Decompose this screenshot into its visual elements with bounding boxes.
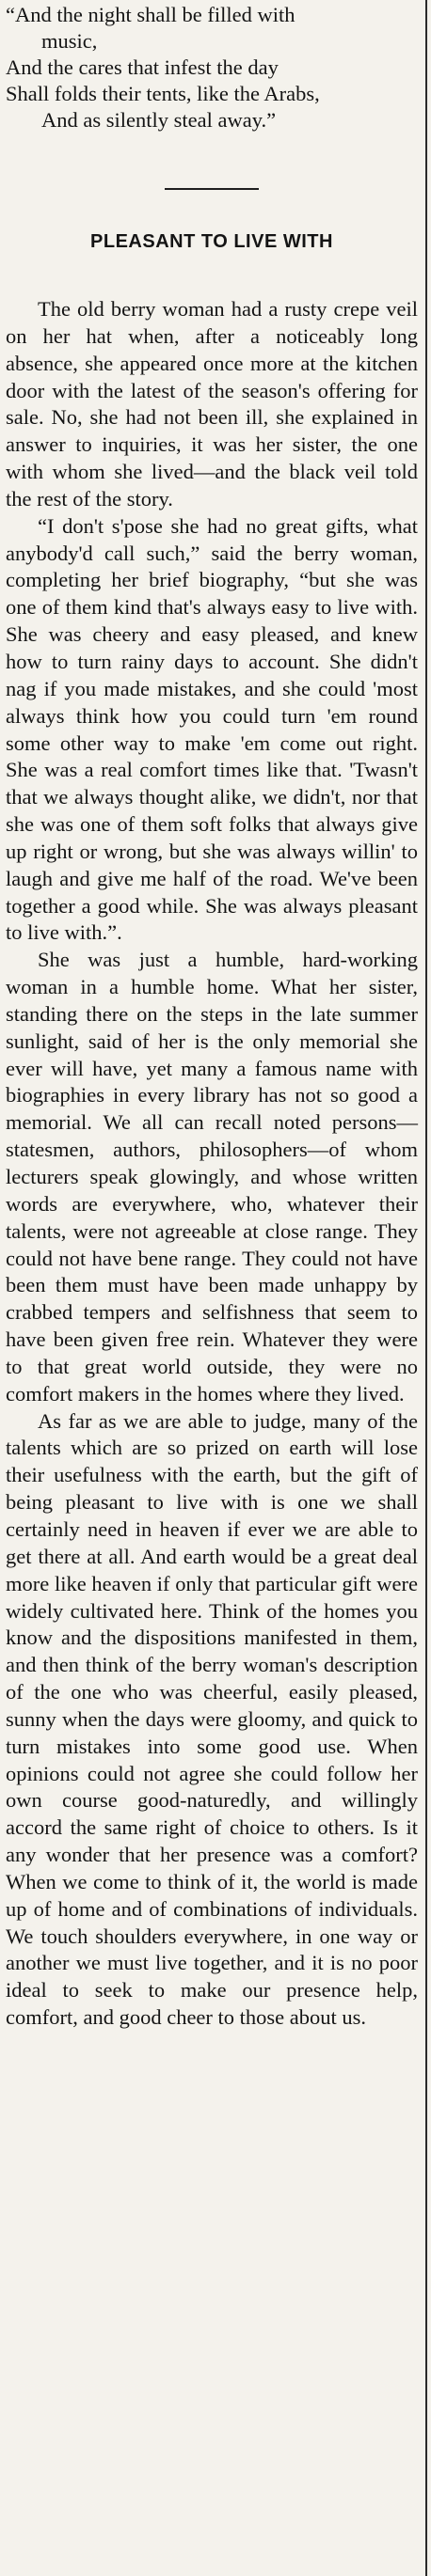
article-body — [6, 296, 418, 2032]
section-divider — [165, 188, 259, 190]
poem-line: Shall folds their tents, like the Arabs, — [6, 82, 320, 105]
article-headline: PLEASANT TO LIVE WITH — [90, 231, 333, 252]
poem-line: And as silently steal away.” — [41, 108, 277, 132]
article-paragraph: She was just a humble, hard-working woman in a humble home. What her sister, standing there on the steps in the late summer sunlight, said of her is the only memorial she ever will have, yet many a famous name with biographies in every library has not so good a memorial. We all can recall noted persons—statesmen, authors, philosophers—of whom lecturers speak glowingly, and whose written words are everywhere, who, whatever their talents, were not agreeable at close range. They could not have bene range. They could not have been them must have been made unhappy by crabbed tempers and selfishness that seem to have been given free rein. Whatever they were to that great world outside, they were no comfort makers in the homes where they lived. — [6, 948, 418, 1406]
article-paragraph: As far as we are able to judge, many of the talents which are so prized on earth will lose their usefulness with the earth, but the gift of being pleasant to live with is one we shall certainly need in heaven if ever we are able to get there at all. And earth would be a great deal more like heaven if only that particular gift were widely cultivated here. Think of the homes you know and the dispositions manifested in them, and then think of the berry woman's description of the one who was cheerful, easily pleased, sunny when the days were gloomy, and quick to turn mistakes into some good use. When opinions could not agree she could follow her own course good-naturedly, and willingly accord the same right of choice to others. Is it any wonder that her presence was a comfort? When we come to think of it, the world is made up of home and of combinations of individuals. We touch shoulders everywhere, in one way or another we must live together, and it is no poor ideal to seek to make our presence help, comfort, and good cheer to those about us. — [6, 1408, 418, 2030]
article-paragraph: “I don't s'pose she had no great gifts, what anybody'd call such,” said the berry woman, completing her brief biography, “but she was one of them kind that's always easy to live with. She was cheery and easy pleased, and knew how to turn rainy days to account. She didn't nag if you made mistakes, and she could 'most always think how you could turn 'em round some other way to make 'em come out right. She was a real comfort times like that. 'Twasn't that we always thought alike, we didn't, nor that she was one of them soft folks that always give up right or wrong, but she was always willin' to laugh and give me half of the road. We've been together a good while. She was always pleasant to live with.”. — [6, 513, 418, 945]
article-paragraph: The old berry woman had a rusty crepe veil on her hat when, after a noticeably long absence, she appeared once more at the kitchen door with the latest of the season's offering for sale. No, she had not been ill, she explained in answer to inquiries, it was her sister, the one with whom she lived—and the black veil told the rest of the story. — [6, 297, 418, 510]
poem-line: And the cares that infest the day — [6, 55, 279, 79]
poem-excerpt — [6, 0, 418, 134]
column-rule — [425, 0, 427, 2576]
poem-line: “And the night shall be filled with — [6, 3, 295, 26]
poem-line: music, — [41, 29, 98, 53]
